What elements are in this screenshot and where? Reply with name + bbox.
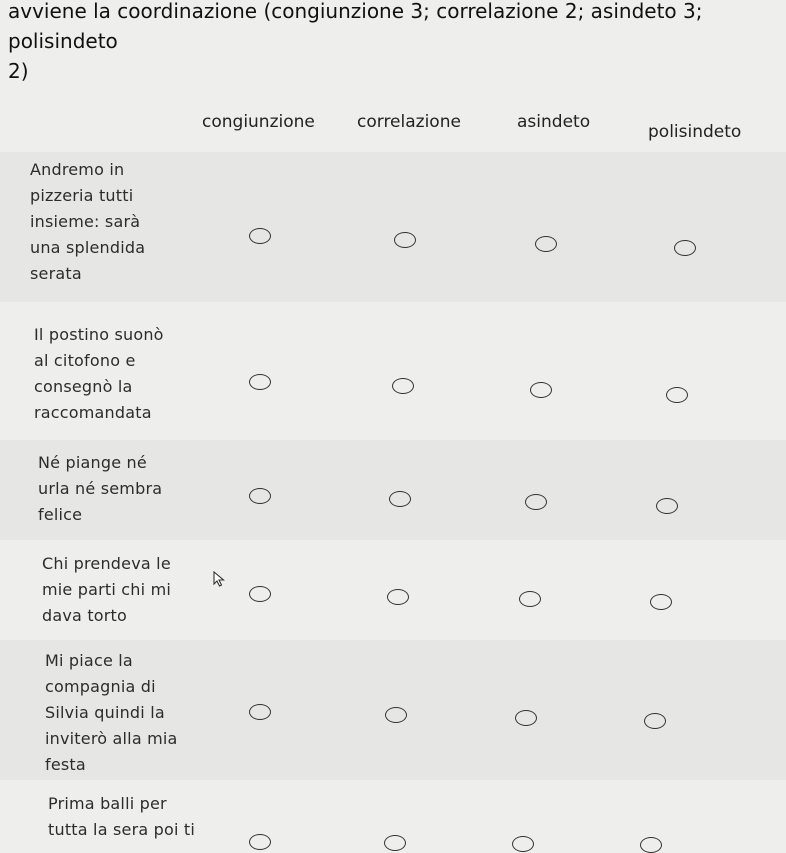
question-text <box>45 648 178 778</box>
instructions-line-1: avviene la coordinazione (congiunzione 3; correlazione 2; asindeto 3; polisindeto <box>8 0 703 53</box>
question-line: Il postino suonò <box>34 325 164 344</box>
radio-correlazione[interactable] <box>384 835 406 851</box>
question-line: tutta la sera poi ti <box>48 820 196 839</box>
question-line: raccomandata <box>34 403 152 422</box>
radio-correlazione[interactable] <box>389 491 411 507</box>
radio-correlazione[interactable] <box>392 378 414 394</box>
question-line: serata <box>30 264 82 283</box>
question-line: urla né sembra <box>38 479 163 498</box>
question-line: pizzeria tutti <box>30 186 134 205</box>
question-text <box>30 157 145 287</box>
question-line: compagnia di <box>45 677 156 696</box>
column-header-asindeto: asindeto <box>517 112 591 132</box>
instructions <box>8 0 778 86</box>
question-line: Né piange né <box>38 453 147 472</box>
question-text <box>34 322 164 426</box>
question-line: dava torto <box>42 606 128 625</box>
radio-correlazione[interactable] <box>385 707 407 723</box>
radio-polisindeto[interactable] <box>656 498 678 514</box>
radio-asindeto[interactable] <box>519 591 541 607</box>
mouse-pointer-icon <box>213 571 227 587</box>
question-line: una splendida <box>30 238 146 257</box>
question-line: festa <box>45 755 86 774</box>
question-line: inviterò alla mia <box>45 729 178 748</box>
radio-asindeto[interactable] <box>515 710 537 726</box>
radio-asindeto[interactable] <box>535 236 557 252</box>
radio-polisindeto[interactable] <box>666 387 688 403</box>
column-header-congiunzione: congiunzione <box>202 112 315 132</box>
radio-asindeto[interactable] <box>525 494 547 510</box>
radio-congiunzione[interactable] <box>249 228 271 244</box>
question-line: insieme: sarà <box>30 212 141 231</box>
radio-congiunzione[interactable] <box>249 488 271 504</box>
radio-polisindeto[interactable] <box>650 594 672 610</box>
radio-correlazione[interactable] <box>394 232 416 248</box>
instructions-line-2: 2) <box>8 59 29 83</box>
radio-asindeto[interactable] <box>530 382 552 398</box>
question-line: consegnò la <box>34 377 133 396</box>
question-line: mie parti chi mi <box>42 580 172 599</box>
question-line: Andremo in <box>30 160 125 179</box>
column-header-polisindeto: polisindeto <box>648 122 742 142</box>
question-line: Prima balli per <box>48 794 167 813</box>
radio-congiunzione[interactable] <box>249 374 271 390</box>
question-line: Mi piace la <box>45 651 133 670</box>
question-text <box>48 791 195 843</box>
radio-polisindeto[interactable] <box>640 837 662 853</box>
question-line: Chi prendeva le <box>42 554 171 573</box>
radio-polisindeto[interactable] <box>644 713 666 729</box>
radio-polisindeto[interactable] <box>674 240 696 256</box>
question-text <box>38 450 162 528</box>
question-text <box>42 551 171 629</box>
radio-asindeto[interactable] <box>512 836 534 852</box>
question-line: al citofono e <box>34 351 136 370</box>
question-line: felice <box>38 505 83 524</box>
radio-correlazione[interactable] <box>387 589 409 605</box>
radio-congiunzione[interactable] <box>249 704 271 720</box>
question-line: Silvia quindi la <box>45 703 165 722</box>
radio-congiunzione[interactable] <box>249 834 271 850</box>
radio-congiunzione[interactable] <box>249 586 271 602</box>
column-header-correlazione: correlazione <box>357 112 461 132</box>
